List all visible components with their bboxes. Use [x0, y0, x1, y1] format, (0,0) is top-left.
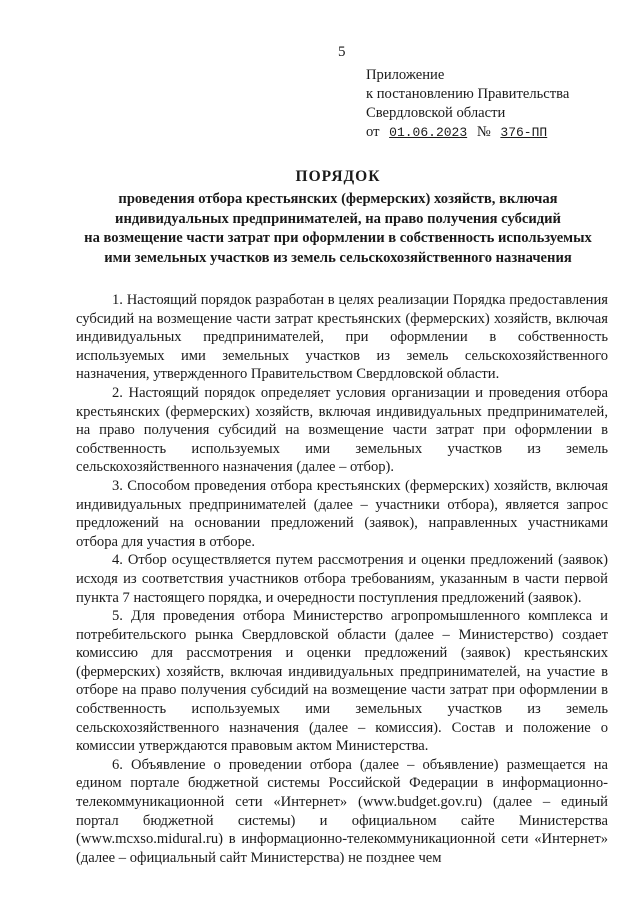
appendix-header — [366, 66, 569, 142]
title-line: на возмещение части затрат при оформлении в собственность используемых — [84, 230, 592, 246]
document-title — [60, 168, 616, 268]
title-subtitle — [60, 190, 616, 268]
title-line: индивидуальных предпринимателей, на право получения субсидий — [115, 210, 561, 227]
paragraph-3: 3. Способом проведения отбора крестьянских (фермерских) хозяйств, включая индивидуальных предпринимателей (далее – участники отбора), является запрос предложений на основании предложений (заявок), направленных участниками отбора для участия в отборе. — [76, 477, 608, 550]
appendix-date-line — [366, 123, 569, 142]
title-line: проведения отбора крестьянских (фермерских) хозяйств, включая — [118, 191, 558, 207]
title-line: ими земельных участков из земель сельскохозяйственного назначения — [104, 249, 572, 266]
document-body — [76, 291, 608, 867]
date-prefix: от — [366, 124, 380, 140]
paragraph-4: 4. Отбор осуществляется путем рассмотрения и оценки предложений (заявок) исходя из соответствия участников отбора требованиям, указанным в части первой пункта 7 настоящего порядка, и очередности поступления предложений (заявок). — [76, 552, 608, 606]
page-number: 5 — [338, 44, 346, 60]
paragraph-6: 6. Объявление о проведении отбора (далее – объявление) размещается на едином портале бюджетной системы Российской Федерации в информационно-телекоммуникационной сети «Интернет» (www.budget.gov.ru) (далее – единый портал бюджетной системы) и официальном сайте Министерства (www.mcxso.midural.ru) в информационно-телекоммуникационной сети «Интернет» (далее – официальный сайт Министерства) не позднее чем — [76, 756, 608, 866]
paragraph-1: 1. Настоящий порядок разработан в целях реализации Порядка предоставления субсидий на возмещение части затрат крестьянских (фермерских) хозяйств, включая индивидуальных предпринимателей, при оформлении в собственность используемых ими земельных участков из земель сельскохозяйственного назначения, утвержденного Правительством Свердловской области. — [76, 292, 608, 383]
paragraph-5: 5. Для проведения отбора Министерство агропромышленного комплекса и потребительского рынка Свердловской области (далее – Министерство) создает комиссию для рассмотрения и оценки предложений (заявок) крестьянских (фермерских) хозяйств, включая индивидуальных предпринимателей, на участие в отборе на право получения субсидий на возмещение части затрат при оформлении в собственность используемых ими земельных участков из земель сельскохозяйственного назначения (далее – комиссия). Состав и положение о комиссии утверждаются правовым актом Министерства. — [76, 608, 608, 755]
appendix-line-1: Приложение — [366, 67, 445, 83]
appendix-line-2: к постановлению Правительства — [366, 86, 570, 102]
decree-number: 376-ПП — [500, 125, 548, 140]
number-prefix: № — [476, 124, 491, 140]
decree-date: 01.06.2023 — [389, 125, 468, 140]
title-main: ПОРЯДОК — [295, 168, 381, 185]
appendix-line-3: Свердловской области — [366, 105, 506, 121]
paragraph-2: 2. Настоящий порядок определяет условия организации и проведения отбора крестьянских (фермерских) хозяйств, включая индивидуальных предпринимателей, на право получения субсидий на возмещение части затрат при оформлении в собственность используемых ими земельных участков из земель сельскохозяйственного назначения (далее – отбор). — [76, 384, 608, 476]
